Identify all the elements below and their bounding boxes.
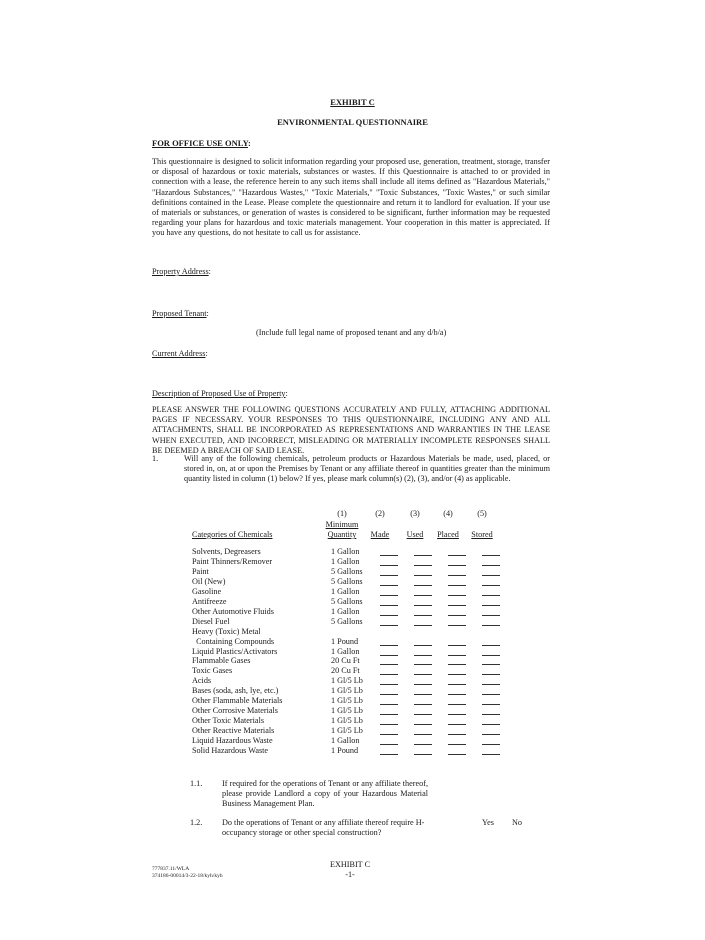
placed-blank[interactable] — [448, 645, 466, 646]
placed-blank[interactable] — [448, 694, 466, 695]
stored-blank[interactable] — [482, 555, 500, 556]
made-blank[interactable] — [380, 645, 398, 646]
minimum-quantity: 1 Gallon — [331, 736, 360, 746]
office-use-label — [152, 138, 251, 148]
exhibit-heading: EXHIBIT C — [330, 97, 375, 107]
stored-blank[interactable] — [482, 585, 500, 586]
stored-blank[interactable] — [482, 684, 500, 685]
categories-header: Categories of Chemicals — [192, 530, 273, 539]
stored-blank[interactable] — [482, 655, 500, 656]
used-blank[interactable] — [414, 625, 432, 626]
placed-blank[interactable] — [448, 724, 466, 725]
stored-blank[interactable] — [482, 615, 500, 616]
footer-page-number: -1- — [345, 870, 355, 879]
warning-paragraph: PLEASE ANSWER THE FOLLOWING QUESTIONS ACCURATELY AND FULLY, ATTACHING ADDITIONAL PAGES IF NECESSARY. YOUR RESPONSES TO THIS QUESTIONNAIRE, INCLUDING ANY AND ALL ATTACHMENTS, SHALL BE INCORPORATED AS REPRESENTATIONS AND WARRANTIES IN THE LEASE WHEN EXECUTED, AND INCORRECT, MISLEADING OR MATERIALLY INCOMPLETE RESPONSES SHALL BE DEEMED A BREACH OF SAID LEASE. — [152, 405, 550, 455]
minimum-quantity: 1 Gallon — [331, 547, 360, 556]
placed-blank[interactable] — [448, 744, 466, 745]
chemical-name: Solid Hazardous Waste — [192, 746, 269, 755]
minimum-quantity: 1 Pound — [331, 636, 359, 646]
placed-blank[interactable] — [448, 565, 466, 566]
stored-blank[interactable] — [482, 625, 500, 626]
minimum-quantity: 1 Gl/5 Lb — [331, 686, 363, 696]
minimum-quantity: 1 Gallon — [331, 646, 360, 656]
used-blank[interactable] — [414, 714, 432, 715]
made-blank[interactable] — [380, 664, 398, 665]
colon: : — [205, 349, 208, 358]
office-use-text: FOR OFFICE USE ONLY — [152, 138, 248, 148]
stored-blank[interactable] — [482, 605, 500, 606]
placed-blank[interactable] — [448, 555, 466, 556]
minimum-quantity: 5 Gallons — [331, 566, 363, 576]
placed-blank[interactable] — [448, 684, 466, 685]
footer-doc-id-2: 374186-00014/3-22-18/kyh/kyh — [152, 872, 223, 879]
question-1-2-number: 1.2. — [190, 818, 203, 827]
property-address-text: Property Address — [152, 267, 209, 276]
made-blank[interactable] — [380, 615, 398, 616]
chemical-name: Acids — [192, 676, 212, 686]
minimum-quantity: 1 Gl/5 Lb — [331, 696, 363, 706]
stored-blank[interactable] — [482, 754, 500, 755]
chemical-name: Paint Thinners/Remover — [192, 556, 273, 566]
description-text: Description of Proposed Use of Property — [152, 389, 286, 398]
made-blank[interactable] — [380, 684, 398, 685]
made-blank[interactable] — [380, 674, 398, 675]
made-blank[interactable] — [380, 694, 398, 695]
document-title: ENVIRONMENTAL QUESTIONNAIRE — [277, 117, 428, 127]
proposed-tenant-text: Proposed Tenant — [152, 309, 207, 318]
used-blank[interactable] — [414, 645, 432, 646]
minimum-quantity: 1 Gallon — [331, 586, 360, 596]
chemical-name: Toxic Gases — [192, 666, 233, 676]
minimum-quantity: 1 Gl/5 Lb — [331, 716, 363, 726]
stored-blank[interactable] — [482, 734, 500, 735]
placed-blank[interactable] — [448, 674, 466, 675]
chemical-name: Liquid Plastics/Activators — [192, 646, 278, 656]
used-blank[interactable] — [414, 655, 432, 656]
used-blank[interactable] — [414, 704, 432, 705]
made-blank[interactable] — [380, 734, 398, 735]
made-blank[interactable] — [380, 585, 398, 586]
made-blank[interactable] — [380, 744, 398, 745]
made-header: Made — [370, 530, 390, 539]
colon: : — [208, 267, 211, 276]
made-blank[interactable] — [380, 565, 398, 566]
made-blank[interactable] — [380, 605, 398, 606]
quantity-header: Quantity — [327, 530, 357, 539]
made-blank[interactable] — [380, 724, 398, 725]
stored-blank[interactable] — [482, 694, 500, 695]
minimum-quantity: 5 Gallons — [331, 576, 363, 586]
colon: : — [206, 309, 209, 318]
used-header: Used — [406, 530, 424, 539]
stored-blank[interactable] — [482, 575, 500, 576]
chemical-name: Gasoline — [192, 586, 222, 596]
used-blank[interactable] — [414, 615, 432, 616]
stored-blank[interactable] — [482, 674, 500, 675]
used-blank[interactable] — [414, 595, 432, 596]
used-blank[interactable] — [414, 575, 432, 576]
made-blank[interactable] — [380, 714, 398, 715]
footer-doc-id — [152, 866, 223, 879]
minimum-quantity: 1 Gallon — [331, 606, 360, 616]
tenant-hint: (Include full legal name of proposed tenant and any d/b/a) — [256, 328, 447, 337]
minimum-header: Minimum — [325, 520, 359, 529]
used-blank[interactable] — [414, 674, 432, 675]
property-address-label — [152, 267, 211, 276]
placed-blank[interactable] — [448, 734, 466, 735]
yes-option[interactable]: Yes — [482, 818, 494, 827]
used-blank[interactable] — [414, 684, 432, 685]
made-blank[interactable] — [380, 625, 398, 626]
footer-doc-id-1: 777837.11/WLA — [152, 866, 190, 872]
column-number-5: (5) — [477, 509, 487, 518]
minimum-quantity: 1 Pound — [331, 746, 359, 755]
placed-header: Placed — [437, 530, 459, 539]
used-blank[interactable] — [414, 744, 432, 745]
stored-blank[interactable] — [482, 704, 500, 705]
description-label — [152, 389, 288, 398]
used-blank[interactable] — [414, 555, 432, 556]
chemical-name: Solvents, Degreasers — [192, 547, 261, 556]
chemical-name: Liquid Hazardous Waste — [192, 736, 273, 746]
placed-blank[interactable] — [448, 714, 466, 715]
used-blank[interactable] — [414, 724, 432, 725]
chemical-name: Oil (New) — [192, 576, 226, 586]
placed-blank[interactable] — [448, 595, 466, 596]
minimum-quantity: 1 Gl/5 Lb — [331, 726, 363, 736]
chemical-name: Heavy (Toxic) Metal — [192, 626, 261, 636]
minimum-quantity: 1 Gl/5 Lb — [331, 706, 363, 716]
footer-exhibit: EXHIBIT C — [329, 860, 371, 869]
column-number-1: (1) — [337, 509, 347, 518]
used-blank[interactable] — [414, 754, 432, 755]
current-address-text: Current Address — [152, 349, 206, 358]
column-number-3: (3) — [410, 509, 420, 518]
made-blank[interactable] — [380, 555, 398, 556]
placed-blank[interactable] — [448, 585, 466, 586]
intro-paragraph: This questionnaire is designed to solicit information regarding your proposed use, generation, treatment, storage, transfer or disposal of hazardous or toxic materials, substances or wastes. If this Questionnaire is attached to or provided in connection with a lease, the reference herein to any such items shall include all items defined as "Hazardous Materials," "Hazardous Substances," "Hazardous Wastes," "Toxic Materials," "Toxic Substances, "Toxic Wastes," or such similar definitions contained in the Lease. Please complete the questionnaire and return it to landlord for evaluation. If your use of materials or substances, or generation of wastes is considered to be significant, further information may be requested regarding your plans for hazardous and toxic materials management. Your cooperation in this matter is appreciated. If you have any questions, do not hesitate to call us for assistance. — [152, 157, 550, 238]
chemical-name: Other Corrosive Materials — [192, 706, 278, 716]
minimum-quantity: 1 Gallon — [331, 556, 360, 566]
chemical-name: Other Toxic Materials — [192, 716, 265, 726]
current-address-label — [152, 349, 208, 358]
chemical-name: Diesel Fuel — [192, 616, 230, 626]
question-1-1-number: 1.1. — [190, 779, 203, 788]
used-blank[interactable] — [414, 734, 432, 735]
chemical-name: Antifreeze — [192, 596, 227, 606]
made-blank[interactable] — [380, 595, 398, 596]
minimum-quantity: 1 Gl/5 Lb — [331, 676, 363, 686]
chemical-name: Paint — [192, 566, 209, 576]
placed-blank[interactable] — [448, 664, 466, 665]
used-blank[interactable] — [414, 565, 432, 566]
question-1-number: 1. — [152, 454, 159, 463]
used-blank[interactable] — [414, 585, 432, 586]
placed-blank[interactable] — [448, 615, 466, 616]
made-blank[interactable] — [380, 575, 398, 576]
minimum-quantity: 5 Gallons — [331, 596, 363, 606]
stored-blank[interactable] — [482, 565, 500, 566]
placed-blank[interactable] — [448, 575, 466, 576]
chemical-name: Containing Compounds — [192, 636, 275, 646]
placed-blank[interactable] — [448, 605, 466, 606]
chemical-name: Other Reactive Materials — [192, 726, 275, 736]
placed-blank[interactable] — [448, 754, 466, 755]
no-option[interactable]: No — [512, 818, 523, 827]
used-blank[interactable] — [414, 694, 432, 695]
chemical-name: Other Flammable Materials — [192, 696, 283, 706]
used-blank[interactable] — [414, 605, 432, 606]
chemical-name: Bases (soda, ash, lye, etc.) — [192, 686, 279, 696]
placed-blank[interactable] — [448, 704, 466, 705]
minimum-quantity: 20 Cu Ft — [331, 666, 360, 676]
stored-header: Stored — [471, 530, 493, 539]
stored-blank[interactable] — [482, 744, 500, 745]
column-number-4: (4) — [443, 509, 453, 518]
proposed-tenant-label — [152, 309, 209, 318]
made-blank[interactable] — [380, 754, 398, 755]
used-blank[interactable] — [414, 664, 432, 665]
minimum-quantity: 5 Gallons — [331, 616, 363, 626]
colon: : — [285, 389, 288, 398]
minimum-quantity: 20 Cu Ft — [331, 656, 360, 666]
stored-blank[interactable] — [482, 645, 500, 646]
chemical-name: Flammable Gases — [192, 656, 251, 666]
question-1-1-text: If required for the operations of Tenant or any affiliate thereof, please provide Landlord a copy of your Hazardous Material Business Management Plan. — [222, 779, 428, 809]
made-blank[interactable] — [380, 655, 398, 656]
stored-blank[interactable] — [482, 724, 500, 725]
stored-blank[interactable] — [482, 595, 500, 596]
placed-blank[interactable] — [448, 625, 466, 626]
placed-blank[interactable] — [448, 655, 466, 656]
made-blank[interactable] — [380, 704, 398, 705]
office-use-colon: : — [247, 138, 251, 148]
stored-blank[interactable] — [482, 714, 500, 715]
column-number-2: (2) — [375, 509, 385, 518]
stored-blank[interactable] — [482, 664, 500, 665]
question-1-text: Will any of the following chemicals, petroleum products or Hazardous Materials be made, used, placed, or stored in, on, at or upon the Premises by Tenant or any affiliate thereof in quantities greater than the minimum quantity listed in column (1) below? If yes, please mark column(s) (2), (3), and/or (4) as applicable. — [184, 454, 550, 484]
chemical-name: Other Automotive Fluids — [192, 606, 274, 616]
question-1-2-text: Do the operations of Tenant or any affiliate thereof require H-occupancy storage or other special construction? — [222, 818, 425, 838]
